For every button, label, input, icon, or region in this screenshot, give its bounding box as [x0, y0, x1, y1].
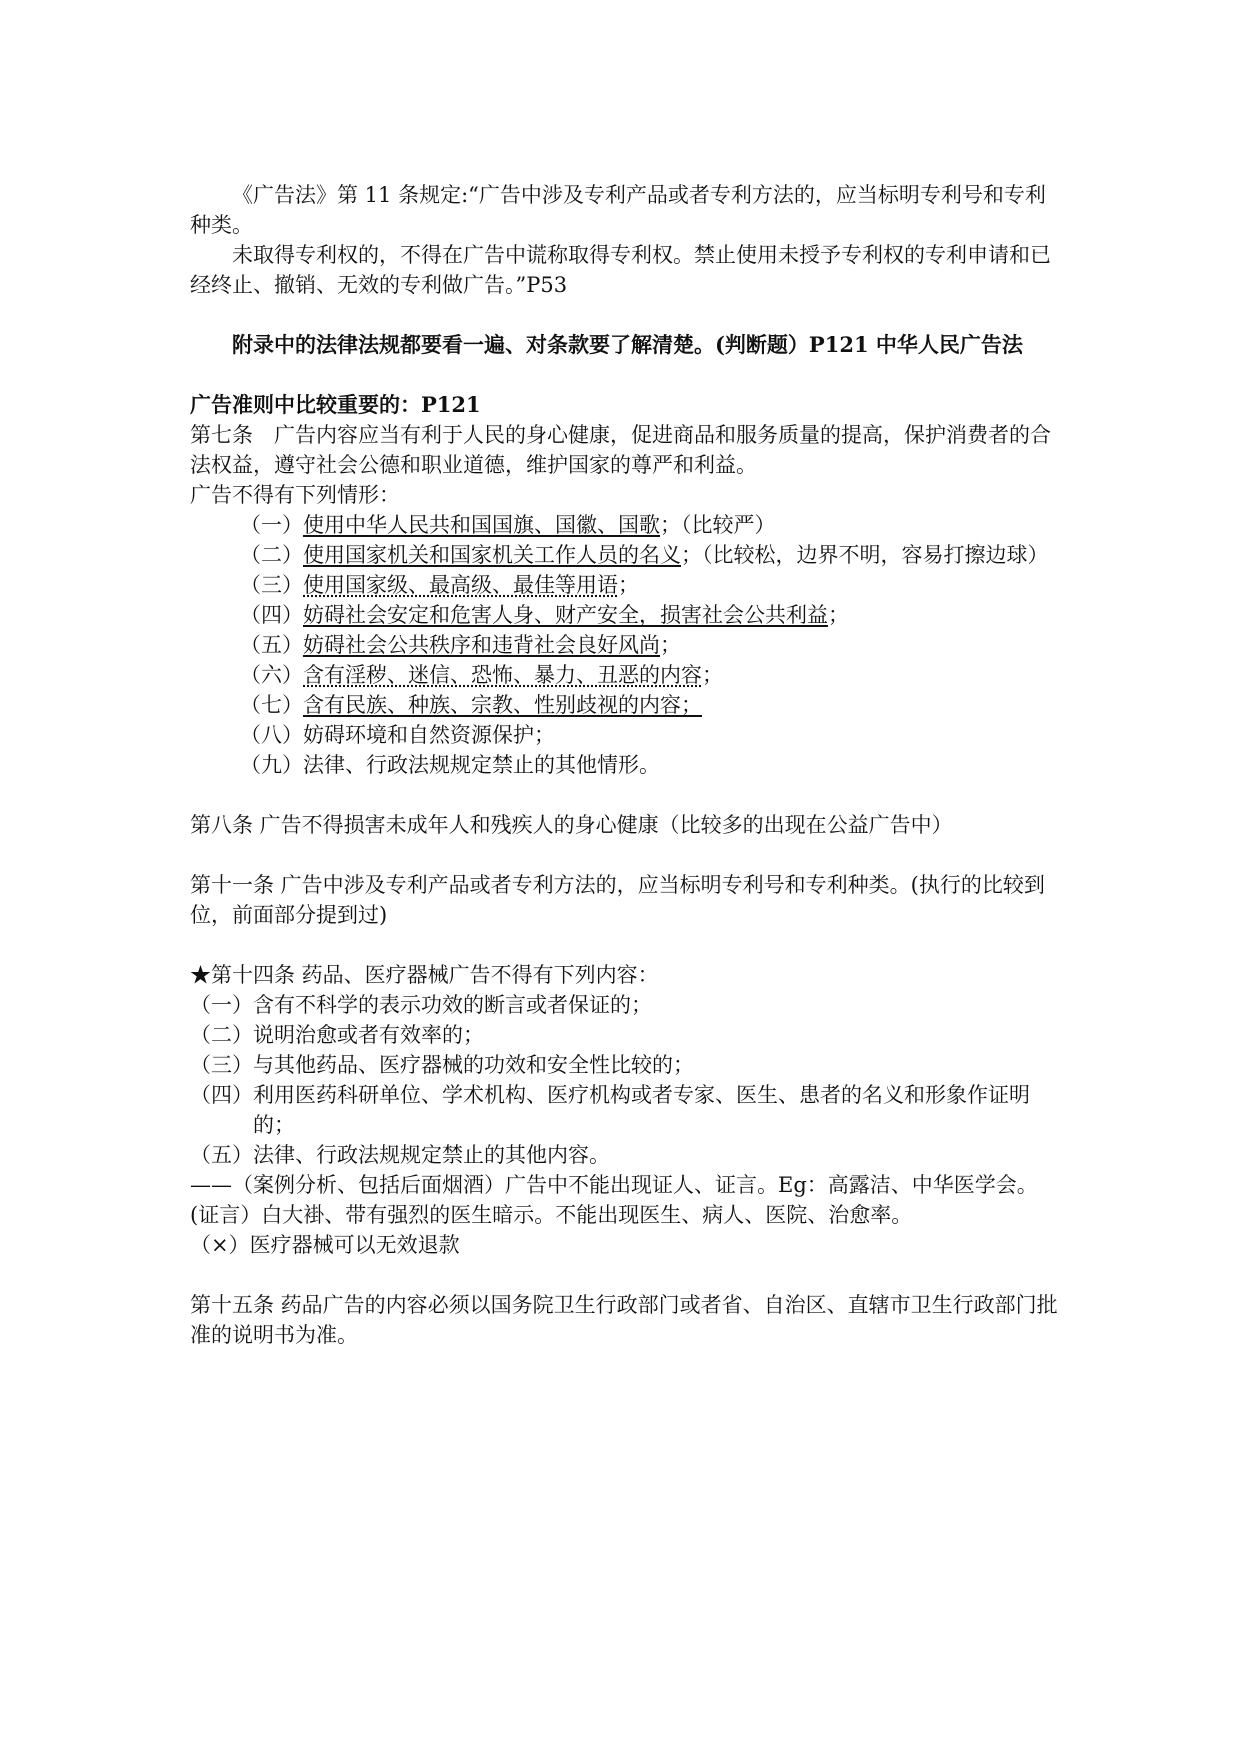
article-7-item-8: （八）妨碍环境和自然资源保护； — [240, 723, 555, 747]
section-heading: 广告准则中比较重要的：P121 — [190, 392, 481, 417]
article-7-item-1: （一）使用中华人民共和国国旗、国徽、国歌；（比较严） — [240, 513, 776, 537]
article-7: 第七条 广告内容应当有利于人民的身心健康，促进商品和服务质量的提高，保护消费者的合法权益，遵守社会公德和职业道德，维护国家的尊严和利益。 — [190, 423, 1051, 477]
appendix-note: 附录中的法律法规都要看一遍、对条款要了解清楚。(判断题）P121 中华人民广告法 — [232, 332, 1023, 357]
article-14-note-2: （×）医疗器械可以无效退款 — [190, 1233, 460, 1257]
article-7-item-2: （二）使用国家机关和国家机关工作人员的名义；（比较松，边界不明，容易打擦边球） — [240, 543, 1049, 567]
article-14-item-3: （三）与其他药品、医疗器械的功效和安全性比较的； — [190, 1053, 694, 1077]
document-body — [190, 180, 1058, 1350]
article-7-item-9: （九）法律、行政法规规定禁止的其他情形。 — [240, 753, 660, 777]
article-14-item-5: （五）法律、行政法规规定禁止的其他内容。 — [190, 1143, 610, 1167]
article-7-item-6: （六）含有淫秽、迷信、恐怖、暴力、丑恶的内容； — [240, 663, 723, 687]
patent-ban-paragraph: 未取得专利权的，不得在广告中谎称取得专利权。禁止使用未授予专利权的专利申请和已经终止、撤销、无效的专利做广告。”P53 — [190, 243, 1051, 297]
article-7-item-7: （七）含有民族、种族、宗教、性别歧视的内容； — [240, 693, 702, 717]
article-14-item-1: （一）含有不科学的表示功效的断言或者保证的； — [190, 993, 652, 1017]
article-14-item-4: （四）利用医药科研单位、学术机构、医疗机构或者专家、医生、患者的名义和形象作证明的； — [190, 1083, 1030, 1137]
article-14-note: ——（案例分析、包括后面烟酒）广告中不能出现证人、证言。Eg：高露洁、中华医学会。(证言）白大褂、带有强烈的医生暗示。不能出现医生、病人、医院、治愈率。 — [190, 1173, 1038, 1227]
article-15: 第十五条 药品广告的内容必须以国务院卫生行政部门或者省、自治区、直辖市卫生行政部门批准的说明书为准。 — [190, 1293, 1058, 1347]
article-14-item-2: （二）说明治愈或者有效率的； — [190, 1023, 484, 1047]
article-7-lead: 广告不得有下列情形： — [190, 483, 400, 507]
patent-law-paragraph: 《广告法》第 11 条规定:“广告中涉及专利产品或者专利方法的，应当标明专利号和专利种类。 — [190, 183, 1046, 237]
article-11: 第十一条 广告中涉及专利产品或者专利方法的，应当标明专利号和专利种类。(执行的比较到位，前面部分提到过) — [190, 873, 1045, 927]
article-7-item-3: （三）使用国家级、最高级、最佳等用语； — [240, 573, 639, 597]
article-14-lead: ★第十四条 药品、医疗器械广告不得有下列内容： — [190, 963, 659, 987]
article-8: 第八条 广告不得损害未成年人和残疾人的身心健康（比较多的出现在公益广告中） — [190, 813, 953, 837]
article-7-item-4: （四）妨碍社会安定和危害人身、财产安全，损害社会公共利益； — [240, 603, 849, 627]
article-7-item-5: （五）妨碍社会公共秩序和违背社会良好风尚； — [240, 633, 681, 657]
